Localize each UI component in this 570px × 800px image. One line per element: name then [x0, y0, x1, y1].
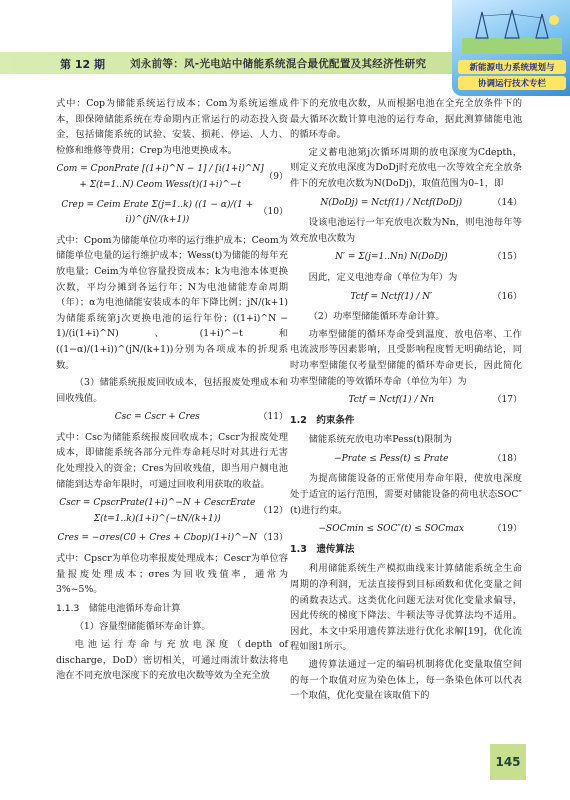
paragraph: 件下的充放电次数，从而根据电池在全充全放条件下的最大循环次数计算电池的运行寿命，据此测算储能电池的循环寿命。: [290, 98, 522, 141]
equation-body: Cscr = CpscrPrate(1+i)^−N + CescrErate Σ(t=1..k)(1+i)^(−tN/(k+1)): [59, 498, 256, 524]
section-heading: 1.3 遗传算法: [290, 543, 355, 555]
equation-number: （15）: [492, 252, 522, 263]
equation-body: Tctf = Nctf(1) / N′: [350, 291, 433, 302]
equation-body: −Prate ≤ Pess(t) ≤ Prate: [334, 453, 449, 464]
paragraph: 功率型储能的循环寿命受到温度、放电倍率、工作电流波形等因素影响，且受影响程度暂无明确结论，同时功率型储能仅考量型储能的循环寿命更长，因此简化功率型储能的等效循环寿命（单位为年）为: [290, 328, 522, 387]
paragraph: 式中：Cpscr为单位功率报废处理成本；Cescr为单位容量报废处理成本；σres为回收残值率，通常为3%~5%。: [56, 553, 288, 596]
paragraph: 式中：Cpom为储能单位功率的运行维护成本；Ceom为储能单位电量的运行维护成本；Wess(t)为储能的每年充放电量；Ceim为单位容量投资成本；k为电池本体更换次数，平均分摊到各运行年；N为电池储能寿命周期（年）；α为电池储能安装成本的年下降比例；jN/(k+1)为储能系统第j次更换电池的运行年份；((1+i)^N − 1)/(i(1+i)^N)、(1+i)^−t和((1−α)/(1+i))^(jN/(k+1))分别为各项成本的折现系数。: [56, 234, 288, 371]
equation-body: N′ = Σ(j=1..Nn) N(DoDj): [335, 252, 448, 263]
equation-11: [56, 410, 288, 426]
equation-12: [56, 496, 288, 527]
equation-number: （9）: [264, 172, 288, 183]
equation-19: [290, 522, 522, 538]
equation-18: [290, 452, 522, 468]
paragraph: 储能系统充放电功率Pess(t)限制为: [308, 434, 453, 446]
paragraph: （3）储能系统报废回收成本，包括报废处理成本和回收残值。: [56, 377, 288, 404]
badge-title-line2: 协调运行技术专栏: [458, 76, 566, 90]
equation-15: [290, 250, 522, 266]
running-title: 刘永前等：风-光电站中储能系统混合最优配置及其经济性研究: [130, 58, 427, 70]
equation-body: Crep = Ceim Erate Σ(j=1..k) ((1 − α)/(1 + i))^(jN/(k+1)): [61, 199, 254, 226]
equation-number: （19）: [492, 524, 522, 535]
column-badge: [452, 0, 570, 96]
issue-number: 第 12 期: [60, 58, 105, 71]
paragraph: 设该电池运行一年充放电次数为Nn，则电池每年等效充放电次数为: [290, 217, 522, 244]
equation-number: （16）: [492, 291, 522, 302]
paragraph: 遗传算法通过一定的编码机制将优化变量取值空间的每一个取值对应为染色体上，每一条染色体可以代表一个取值，优化变量在该取值下的: [290, 659, 522, 702]
equation-number: （13）: [258, 533, 288, 544]
paragraph: 式中：Cop为储能系统运行成本；Com为系统运维成本，即保障储能系统在寿命期内正常运行的动态投入资金，包括储能系统的试验、安装、损耗、停运、人力、检修和维修等费用；Crep为电池更换成本。: [56, 98, 288, 156]
paragraph: （1）容量型储能循环寿命计算。: [74, 621, 211, 633]
equation-body: −SOCmin ≤ SOC″(t) ≤ SOCmax: [318, 524, 465, 535]
paragraph: 为提高储能设备的正常使用寿命年限，使放电深度处于适宜的运行范围，需要对储能设备的荷电状态SOC″(t)进行约束。: [290, 473, 522, 516]
left-column: [56, 96, 288, 686]
equation-body: Cres = −σres(C0 + Cres + Cbop)(1+i)^−N: [57, 533, 258, 544]
paragraph: 利用储能系统生产模拟曲线来计算储能系统全生命周期的净利润，无法直接得到目标函数和优化变量之间的函数表达式。这类优化问题无法对优化变量求偏导，因此传统的梯度下降法、牛顿法等寻优算法均不适用。因此，本文中采用遗传算法进行优化求解[19]，优化流程如图1所示。: [290, 563, 522, 653]
equation-body: Com = CponPrate [(1+i)^N − 1] / [i(1+i)^N] + Σ(t=1..N) Ceom Wess(t)(1+i)^−t: [56, 164, 264, 190]
page-number: 145: [490, 744, 526, 780]
equation-17: [290, 393, 522, 409]
paragraph: （2）功率型储能循环寿命计算。: [308, 311, 445, 323]
equation-number: （18）: [492, 453, 522, 464]
right-column: [290, 96, 522, 706]
equation-number: （12）: [258, 506, 288, 517]
equation-13: [56, 531, 288, 547]
section-heading: 1.2 约束条件: [290, 414, 355, 426]
badge-title-line1: 新能源电力系统规划与: [458, 60, 566, 74]
equation-14: [290, 196, 522, 212]
paragraph: 式中：Csc为储能系统报废回收成本；Cscr为报废处理成本，即储能系统各部分元件寿命耗尽时对其进行无害化处理投入的资金；Cres为回收残值，即当用户侧电池储能到达寿命年限时，可通过回收利用获取的收益。: [56, 431, 288, 490]
equation-10: [56, 198, 288, 229]
equation-9: [56, 162, 288, 193]
subsection-heading: 1.1.3 储能电池循环寿命计算: [56, 602, 181, 614]
equation-body: N(DoDj) = Nctf(1) / Nctf(DoDj): [320, 197, 463, 208]
paragraph: 因此，定义电池寿命（单位为年）为: [308, 271, 458, 283]
paragraph: 定义蓄电池第j次循环周期的放电深度为Cdepth，则定义充放电深度为DoDj时充放电一次等效全充全放条件下的充放电次数为N(DoDj)，取值范围为0–1，即: [290, 146, 522, 189]
equation-number: （11）: [258, 412, 288, 423]
equation-16: [290, 290, 522, 306]
equation-body: Csc = Cscr + Cres: [114, 412, 200, 423]
paragraph: 电池运行寿命与充放电深度（depth of discharge，DoD）密切相关，可通过雨流计数法将电池在不同充放电深度下的充放电次数等效为全充全放: [56, 639, 288, 682]
equation-number: （10）: [258, 207, 288, 218]
power-tower-icon: [462, 8, 562, 54]
equation-number: （14）: [492, 197, 522, 208]
equation-body: Tctf = Nctf(1) / Nn: [348, 395, 435, 406]
equation-number: （17）: [492, 395, 522, 406]
